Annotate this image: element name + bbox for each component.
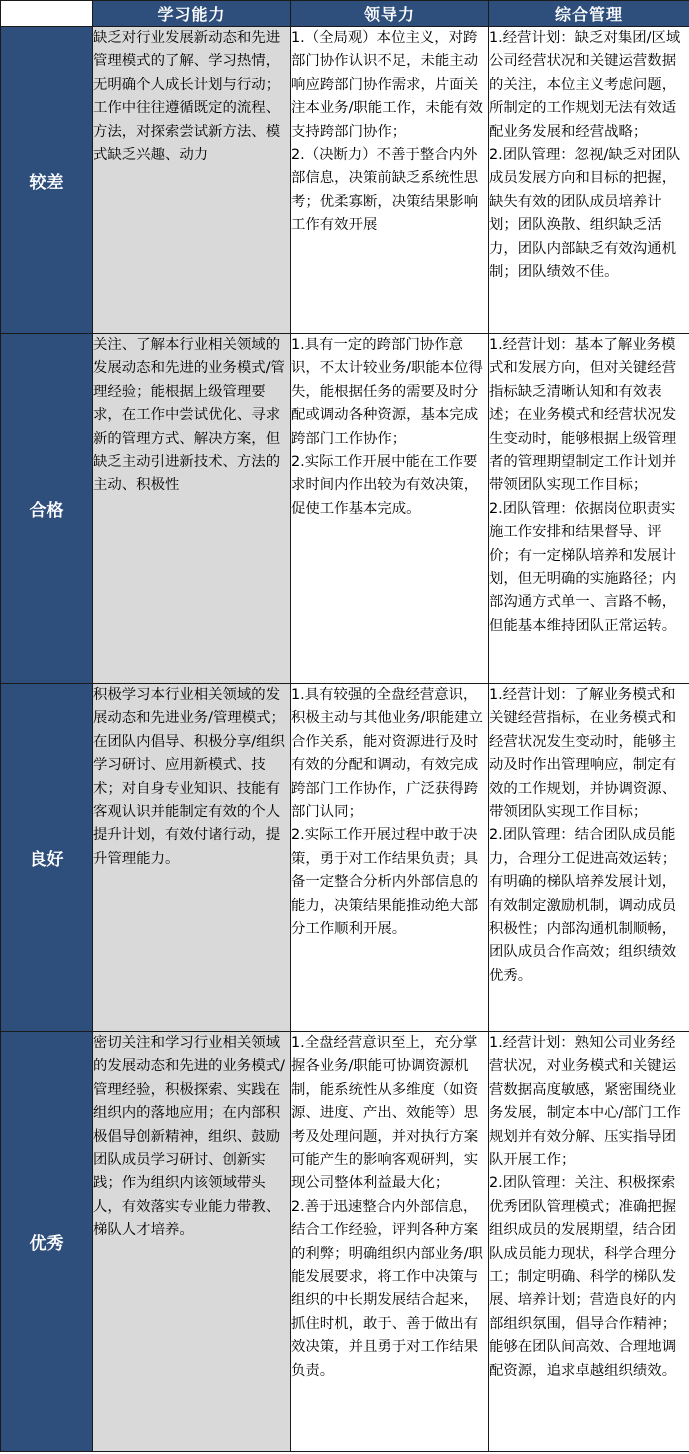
management-cell: 1.经营计划：了解业务模式和关键经营指标，在业务模式和经营状况发生变动时，能够主动及时作出管理响应，制定有效的工作规划，并协调资源、带领团队实现工作目标； 2.团队管理：结合团队成员能力，合理分工促进高效运转；有明确的梯队培养发展计划，有效制定激励机制，调动成员积极性；内部沟通机制顺畅，团队成员合作高效；组织绩效优秀。 [489, 684, 689, 1032]
learning-cell: 密切关注和学习行业相关领域的发展动态和先进的业务模式/管理经验，积极探索、实践在组织内的落地应用；在内部积极倡导创新精神，组织、鼓励团队成员学习研讨、创新实践；作为组织内该领域带头人，有效落实专业能力带教、梯队人才培养。 [93, 1032, 291, 1452]
learning-cell: 缺乏对行业发展新动态和先进管理模式的了解、学习热情，无明确个人成长计划与行动；工作中往往遵循既定的流程、方法，对探索尝试新方法、模式缺乏兴趣、动力 [93, 27, 291, 334]
table-row [1, 334, 689, 684]
level-label: 优秀 [1, 1032, 93, 1452]
level-label: 良好 [1, 684, 93, 1032]
header-leadership: 领导力 [291, 1, 489, 27]
leadership-cell: 1.具有较强的全盘经营意识，积极主动与其他业务/职能建立合作关系，能对资源进行及时有效的分配和调动，有效完成跨部门工作协作，广泛获得跨部门认同； 2.实际工作开展过程中敢于决策，勇于对工作结果负责；具备一定整合分析内外部信息的能力，决策结果能推动绝大部分工作顺利开展。 [291, 684, 489, 1032]
header-management: 综合管理 [489, 1, 689, 27]
table-row [1, 1032, 689, 1452]
corner-cell [1, 1, 93, 27]
learning-cell: 关注、了解本行业相关领域的发展动态和先进的业务模式/管理经验；能根据上级管理要求，在工作中尝试优化、寻求新的管理方式、解决方案，但缺乏主动引进新技术、方法的主动、积极性 [93, 334, 291, 684]
leadership-cell: 1.具有一定的跨部门协作意识，不太计较业务/职能本位得失，能根据任务的需要及时分配或调动各种资源，基本完成跨部门工作协作； 2.实际工作开展中能在工作要求时间内作出较为有效决策，促使工作基本完成。 [291, 334, 489, 684]
management-cell: 1.经营计划：基本了解业务模式和发展方向，但对关键经营指标缺乏清晰认知和有效表述；在业务模式和经营状况发生变动时，能够根据上级管理者的管理期望制定工作计划并带领团队实现工作目标； 2.团队管理：依据岗位职责实施工作安排和结果督导、评价；有一定梯队培养和发展计划，但无明确的实施路径；内部沟通方式单一、言路不畅，但能基本维持团队正常运转。 [489, 334, 689, 684]
level-label: 合格 [1, 334, 93, 684]
management-cell: 1.经营计划：熟知公司业务经营状况，对业务模式和关键运营数据高度敏感，紧密围绕业务发展，制定本中心/部门工作规划并有效分解、压实指导团队开展工作； 2.团队管理：关注、积极探索优秀团队管理模式；准确把握组织成员的发展期望，结合团队成员能力现状，科学合理分工；制定明确、科学的梯队发展、培养计划；营造良好的内部组织氛围，倡导合作精神；能够在团队间高效、合理地调配资源，追求卓越组织绩效。 [489, 1032, 689, 1452]
table-row [1, 684, 689, 1032]
management-cell: 1.经营计划：缺乏对集团/区域公司经营状况和关键运营数据的关注，本位主义考虑问题，所制定的工作规划无法有效适配业务发展和经营战略； 2.团队管理：忽视/缺乏对团队成员发展方向和目标的把握，缺失有效的团队成员培养计划；团队涣散、组织缺乏活力，团队内部缺乏有效沟通机制；团队绩效不佳。 [489, 27, 689, 334]
leadership-cell: 1.（全局观）本位主义，对跨部门协作认识不足，未能主动响应跨部门协作需求，片面关注本业务/职能工作，未能有效支持跨部门协作； 2.（决断力）不善于整合内外部信息，决策前缺乏系统性思考；优柔寡断，决策结果影响工作有效开展 [291, 27, 489, 334]
header-row [1, 1, 689, 27]
learning-cell: 积极学习本行业相关领域的发展动态和先进业务/管理模式；在团队内倡导、积极分享/组织学习研讨、应用新模式、技术；对自身专业知识、技能有客观认识并能制定有效的个人提升计划，有效付诸行动，提升管理能力。 [93, 684, 291, 1032]
level-label: 较差 [1, 27, 93, 334]
header-learning: 学习能力 [93, 1, 291, 27]
leadership-cell: 1.全盘经营意识至上，充分掌握各业务/职能可协调资源机制，能系统性从多维度（如资源、进度、产出、效能等）思考及处理问题，并对执行方案可能产生的影响客观研判，实现公司整体利益最大化； 2.善于迅速整合内外部信息，结合工作经验，评判各种方案的利弊；明确组织内部业务/职能发展要求，将工作中决策与组织的中长期发展结合起来，抓住时机，敢于、善于做出有效决策，并且勇于对工作结果负责。 [291, 1032, 489, 1452]
table-row [1, 27, 689, 334]
